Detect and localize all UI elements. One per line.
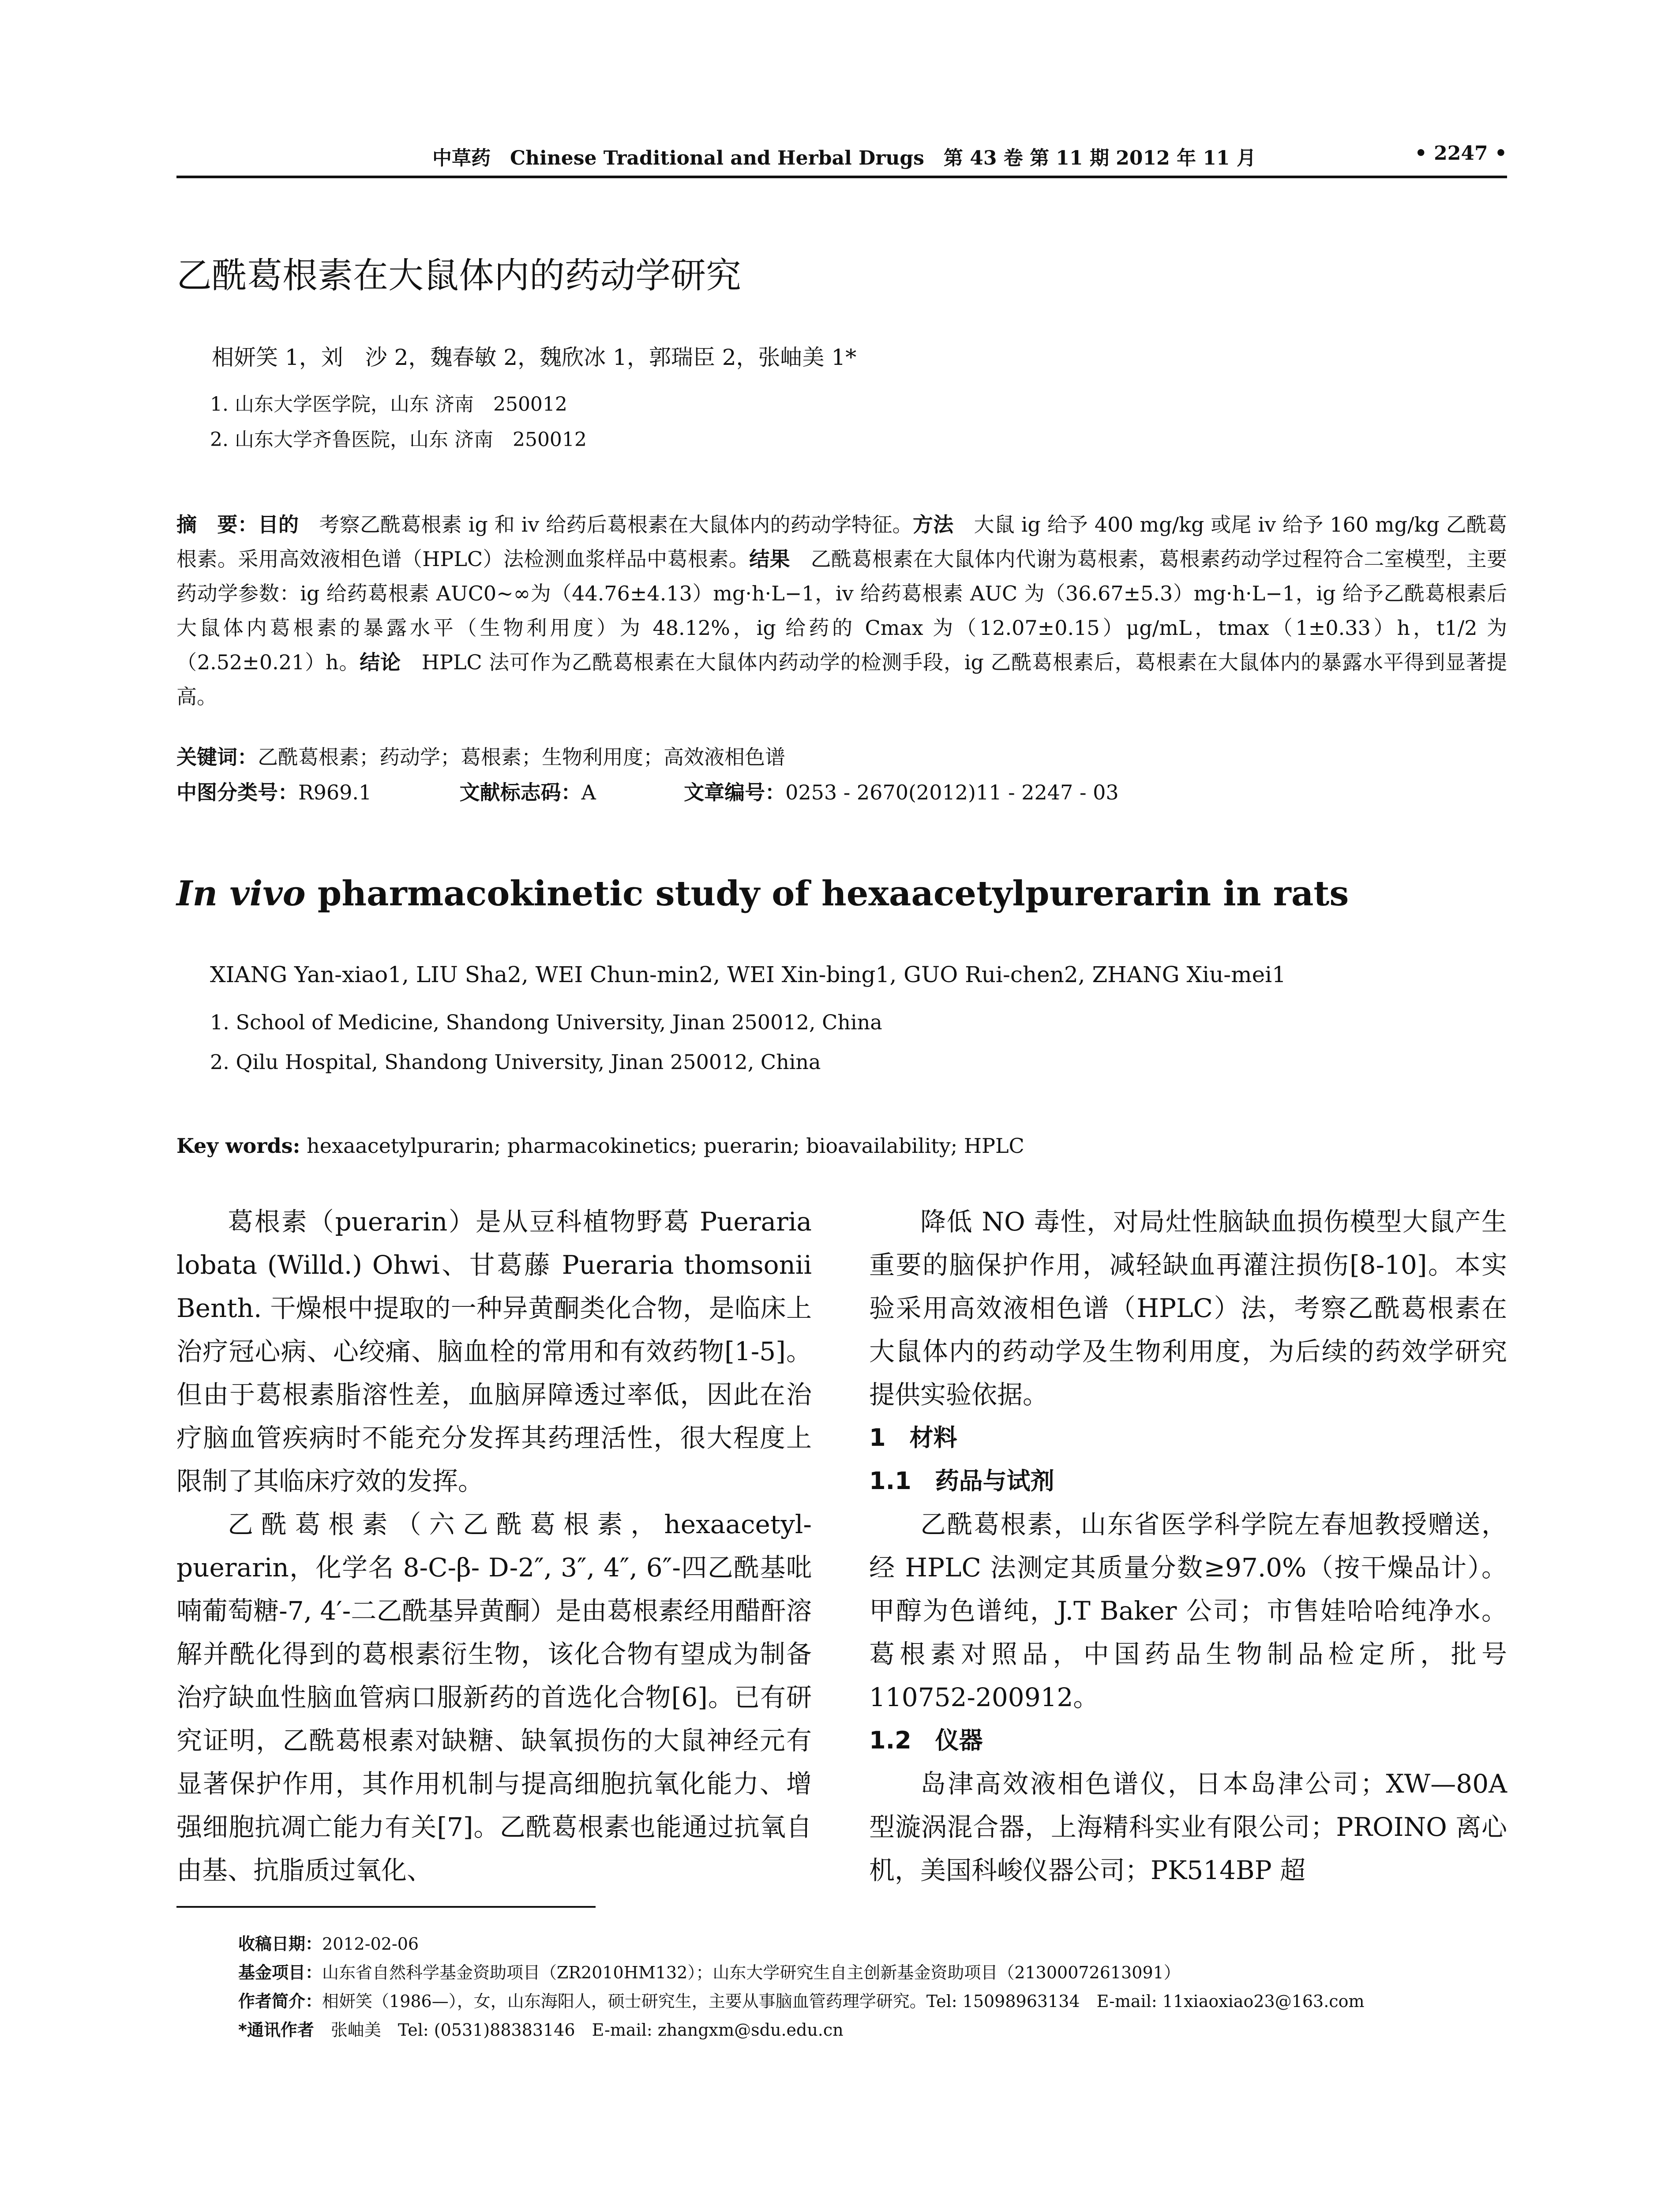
results-text: 乙酰葛根素在大鼠体内代谢为葛根素，葛根素药动学过程符合二室模型，主要药动学参数：ig 给药葛根素 AUC0~∞为（44.76±4.13）mg·h·L−1，iv 给药葛根素 AUC 为（36.67±5.3）mg·h·L−1，ig 给予乙酰葛根素后大鼠体内葛根素的暴露水平（生物利用度）为 48.12%，ig 给药的 Cmax 为（12.07±0.15）μg/mL，tmax（1±0.33）h，t1/2 为（2.52±0.21）h。 bbox=[176, 547, 1508, 674]
body-paragraph: 岛津高效液相色谱仪，日本岛津公司；XW—80A 型漩涡混合器，上海精科实业有限公司；PROINO 离心机，美国科峻仪器公司；PK514BP 超 bbox=[869, 1769, 1507, 1885]
clc-label: 中图分类号： bbox=[176, 780, 298, 804]
footnote-label: 收稿日期： bbox=[238, 1934, 322, 1954]
results-label: 结果 bbox=[749, 547, 791, 571]
keywords-cn-text: 乙酰葛根素；药动学；葛根素；生物利用度；高效液相色谱 bbox=[258, 745, 785, 769]
article-no-value: 0253 - 2670(2012)11 - 2247 - 03 bbox=[785, 780, 1119, 804]
conclusion-text: HPLC 法可作为乙酰葛根素在大鼠体内药动学的检测手段，ig 乙酰葛根素后，葛根素在大鼠体内的暴露水平得到显著提高。 bbox=[176, 650, 1508, 709]
keywords-cn-label: 关键词： bbox=[176, 745, 258, 769]
footnote-label: *通讯作者 bbox=[238, 2020, 314, 2040]
article-no-label: 文章编号： bbox=[684, 780, 786, 804]
section-heading: 1 材料 bbox=[869, 1424, 957, 1452]
body-right-column bbox=[869, 1200, 1507, 1892]
affiliation-cn-1: 1. 山东大学医学院，山东 济南 250012 bbox=[210, 393, 567, 416]
keywords-en-label: Key words: bbox=[176, 1134, 300, 1158]
title-en-italic: In vivo bbox=[176, 874, 306, 914]
header-rule bbox=[176, 176, 1507, 178]
keywords-en bbox=[176, 1134, 1024, 1158]
body-paragraph: 乙酰葛根素（六乙酰葛根素，hexaacetyl-puerarin，化学名 8-C-β- D-2″, 3″, 4″, 6″-四乙酰基吡喃葡萄糖-7, 4′-二乙酰基异黄酮）是由葛根素经用醋酐溶解并酰化得到的葛根素衍生物，该化合物有望成为制备治疗缺血性脑血管病口服新药的首选化合物[6]。已有研究证明，乙酰葛根素对缺糖、缺氧损伤的大鼠神经元有显著保护作用，其作用机制与提高细胞抗氧化能力、增强细胞抗凋亡能力有关[7]。乙酰葛根素也能通过抗氧自由基、抗脂质过氧化、 bbox=[176, 1509, 812, 1885]
subsection-heading: 1.1 药品与试剂 bbox=[869, 1467, 1054, 1495]
classification-line bbox=[176, 777, 1119, 806]
objective-label: 目的 bbox=[258, 513, 299, 536]
body-left-column bbox=[176, 1200, 812, 1892]
keywords-en-text: hexaacetylpurarin; pharmacokinetics; puerarin; bioavailability; HPLC bbox=[300, 1134, 1024, 1158]
subsection-heading: 1.2 仪器 bbox=[869, 1726, 983, 1754]
title-en-rest: pharmacokinetic study of hexaacetylpurerarin in rats bbox=[305, 874, 1349, 914]
footnote-author-bio bbox=[238, 1988, 1365, 2012]
abstract-label: 摘 要： bbox=[176, 513, 258, 536]
footnote-corresponding bbox=[238, 2016, 844, 2041]
journal-header: 中草药 Chinese Traditional and Herbal Drugs 第 43 卷 第 11 期 2012 年 11 月 bbox=[432, 147, 1256, 169]
body-paragraph: 降低 NO 毒性，对局灶性脑缺血损伤模型大鼠产生重要的脑保护作用，减轻缺血再灌注损伤[8-10]。本实验采用高效液相色谱（HPLC）法，考察乙酰葛根素在大鼠体内的药动学及生物利用度，为后续的药效学研究提供实验依据。 bbox=[869, 1207, 1507, 1410]
paper-title-cn: 乙酰葛根素在大鼠体内的药动学研究 bbox=[176, 255, 741, 296]
page-number: • 2247 • bbox=[1414, 142, 1507, 165]
footnote-received bbox=[238, 1930, 419, 1955]
footnote-label: 基金项目： bbox=[238, 1963, 322, 1982]
authors-cn: 相妍笑 1，刘 沙 2，魏春敏 2，魏欣冰 1，郭瑞臣 2，张岫美 1* bbox=[212, 345, 857, 370]
abstract-cn bbox=[176, 507, 1507, 714]
methods-text: 大鼠 ig 给予 400 mg/kg 或尾 iv 给予 160 mg/kg 乙酰葛根素。采用高效液相色谱（HPLC）法检测血浆样品中葛根素。 bbox=[176, 513, 1507, 571]
affiliation-en-2: 2. Qilu Hospital, Shandong University, Jinan 250012, China bbox=[210, 1050, 821, 1074]
footnote-funding bbox=[238, 1959, 1181, 1983]
clc-value: R969.1 bbox=[298, 780, 372, 804]
keywords-cn bbox=[176, 741, 785, 770]
footnote-label: 作者简介： bbox=[238, 1992, 322, 2011]
methods-label: 方法 bbox=[912, 513, 954, 536]
affiliation-en-1: 1. School of Medicine, Shandong University, Jinan 250012, China bbox=[210, 1010, 882, 1034]
body-paragraph: 葛根素（puerarin）是从豆科植物野葛 Pueraria lobata (Willd.) Ohwi、甘葛藤 Pueraria thomsonii Benth. 干燥根中提取的一种异黄酮类化合物，是临床上治疗冠心病、心绞痛、脑血栓的常用和有效药物[1-5]。但由于葛根素脂溶性差，血脑屏障透过率低，因此在治疗脑血管疾病时不能充分发挥其药理活性，很大程度上限制了其临床疗效的发挥。 bbox=[176, 1207, 812, 1496]
affiliation-cn-2: 2. 山东大学齐鲁医院，山东 济南 250012 bbox=[210, 428, 587, 451]
doc-code-label: 文献标志码： bbox=[459, 780, 581, 804]
body-paragraph: 乙酰葛根素，山东省医学科学院左春旭教授赠送，经 HPLC 法测定其质量分数≥97.0%（按干燥品计）。甲醇为色谱纯，J.T Baker 公司；市售娃哈哈纯净水。葛根素对照品，中国药品生物制品检定所，批号 110752-200912。 bbox=[869, 1509, 1507, 1712]
footnote-text: 张岫美 Tel: (0531)88383146 E-mail: zhangxm@sdu.edu.cn bbox=[314, 2020, 844, 2040]
authors-en: XIANG Yan-xiao1, LIU Sha2, WEI Chun-min2, WEI Xin-bing1, GUO Rui-chen2, ZHANG Xiu-mei1 bbox=[210, 962, 1286, 987]
footnote-rule bbox=[176, 1906, 596, 1908]
objective-text: 考察乙酰葛根素 ig 和 iv 给药后葛根素在大鼠体内的药动学特征。 bbox=[319, 513, 913, 536]
paper-title-en bbox=[176, 874, 1349, 914]
footnote-text: 相妍笑（1986—），女，山东海阳人，硕士研究生，主要从事脑血管药理学研究。Tel: 15098963134 E-mail: 11xiaoxiao23@163.com bbox=[322, 1992, 1365, 2011]
doc-code-value: A bbox=[581, 780, 596, 804]
footnote-text: 2012-02-06 bbox=[322, 1934, 419, 1954]
conclusion-label: 结论 bbox=[360, 650, 401, 674]
footnote-text: 山东省自然科学基金资助项目（ZR2010HM132）；山东大学研究生自主创新基金资助项目（21300072613091） bbox=[322, 1963, 1181, 1982]
